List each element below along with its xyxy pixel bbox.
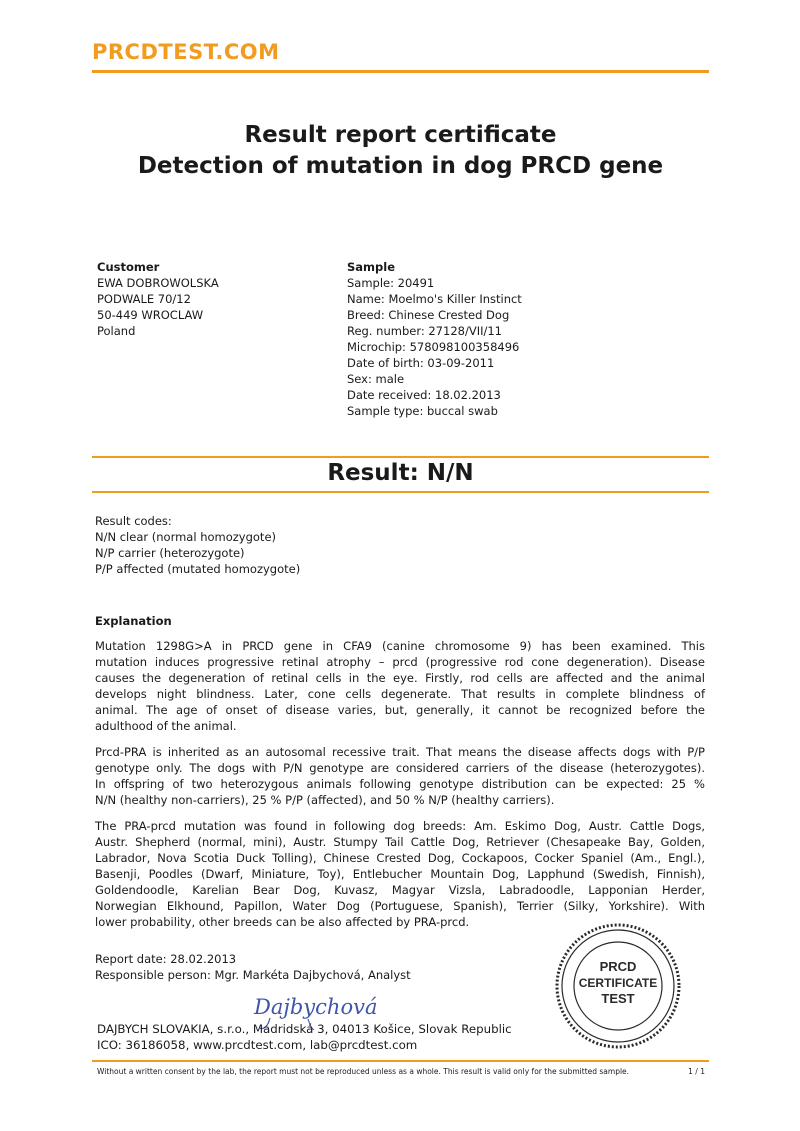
header-divider [92,70,709,73]
customer-line: PODWALE 70/12 [97,292,191,306]
company-info [97,1021,512,1053]
footer [97,1067,705,1076]
result-top-divider [92,456,709,458]
paragraph-line: Labrador, Nova Scotia Duck Tolling), Chinese Crested Dog, Cockapoos, Cocker Spaniel (Am., Engl.), [95,851,705,865]
paragraph-line: develops night blindness. Later, cone cells degenerate. That results in complete blindness of [95,687,705,701]
customer-heading: Customer [97,260,160,274]
report-date: Report date: 28.02.2013 [95,952,237,966]
explanation-paragraph-3 [95,818,705,930]
sample-line: Name: Moelmo's Killer Instinct [347,292,522,306]
footer-disclaimer: Without a written consent by the lab, the report must not be reproduced unless as a whole. This result is valid only for the submitted sample. [97,1067,630,1076]
explanation-heading [95,613,172,629]
title-line-1: Result report certificate [244,122,557,148]
paragraph-line: Norwegian Elkhound, Papillon, Water Dog (Portuguese, Spanish), Terrier (Silky, Yorkshire). With [95,899,705,913]
paragraph-line: In offspring of two heterozygous animals following genotype distribution can be expected: 25 % [95,777,705,791]
paragraph-line: causes the degeneration of retinal cells in the eye. Firstly, rod cells are affected and the animal [95,671,705,685]
customer-block [97,259,219,339]
signature-text: Dajbychová [254,995,378,1019]
paragraph-line: Basenji, Poodles (Dwarf, Miniature, Toy), Entlebucher Mountain Dog, Lapphund (Swedish, Finnish), [95,867,705,881]
customer-line: Poland [97,324,136,338]
paragraph-line: The PRA-prcd mutation was found in following dog breeds: Am. Eskimo Dog, Austr. Cattle Dogs, [95,819,705,833]
result-bottom-divider [92,491,709,493]
sample-line: Sample: 20491 [347,276,435,290]
paragraph-line: animal. The age of onset of disease varies, but, generally, it cannot be recognized before the [95,703,705,717]
paragraph-line: Austr. Shepherd (normal, mini), Austr. Stumpy Tail Cattle Dog, Retriever (Chesapeake Bay, Golden, [95,835,705,849]
explanation-paragraph-2 [95,744,705,808]
sample-line: Date received: 18.02.2013 [347,388,501,402]
explanation-heading-text: Explanation [95,614,172,628]
stamp-line-2: CERTIFICATE [578,976,658,990]
result-code-line: P/P affected (mutated homozygote) [95,562,301,576]
paragraph-line: lower probability, other breeds can be also affected by PRA-prcd. [95,915,470,929]
result-heading: Result: N/N [327,460,474,486]
sample-line: Microchip: 578098100358496 [347,340,520,354]
paragraph-line: genotype only. The dogs with P/N genotype are considered carriers of the disease (heterozygotes). [95,761,705,775]
responsible-person: Responsible person: Mgr. Markéta Dajbychová, Analyst [95,968,411,982]
paragraph-line: Prcd-PRA is inherited as an autosomal recessive trait. That means the disease affects dogs with P/P [95,745,705,759]
company-address: DAJBYCH SLOVAKIA, s.r.o., Madridská 3, 04013 Košice, Slovak Republic [97,1022,512,1036]
company-contact: ICO: 36186058, www.prcdtest.com, lab@prcdtest.com [97,1038,418,1052]
customer-line: 50-449 WROCLAW [97,308,204,322]
result-code-line: N/N clear (normal homozygote) [95,530,277,544]
sample-heading: Sample [347,260,395,274]
result-codes [95,513,300,577]
explanation-paragraph-1 [95,638,705,734]
paragraph-line: Mutation 1298G>A in PRCD gene in CFA9 (canine chromosome 9) has been examined. This [95,639,705,653]
paragraph-line: adulthood of the animal. [95,719,237,733]
sample-line: Breed: Chinese Crested Dog [347,308,510,322]
sample-line: Reg. number: 27128/VII/11 [347,324,502,338]
paragraph-line: Goldendoodle, Karelian Bear Dog, Kuvasz, Magyar Vizsla, Labradoodle, Lapponian Herder, [95,883,705,897]
document-title [92,120,709,182]
stamp-line-1: PRCD [599,959,637,974]
customer-line: EWA DOBROWOLSKA [97,276,219,290]
title-line-2: Detection of mutation in dog PRCD gene [137,153,664,179]
certificate-stamp [554,922,682,1050]
sample-line: Sample type: buccal swab [347,404,498,418]
sample-block [347,259,522,419]
report-info [95,951,411,983]
sample-line: Date of birth: 03-09-2011 [347,356,495,370]
result-code-line: N/P carrier (heterozygote) [95,546,245,560]
prcdtest-logo: PRCDTEST.COM [92,40,280,64]
result-codes-heading: Result codes: [95,514,172,528]
paragraph-line: N/N (healthy non-carriers), 25 % P/P (affected), and 50 % N/P (healthy carriers). [95,793,555,807]
page-number: 1 / 1 [688,1067,705,1076]
footer-divider [92,1060,709,1062]
stamp-line-3: TEST [601,991,635,1006]
sample-line: Sex: male [347,372,405,386]
paragraph-line: mutation induces progressive retinal atrophy – prcd (progressive rod cone degeneration). Disease [95,655,705,669]
